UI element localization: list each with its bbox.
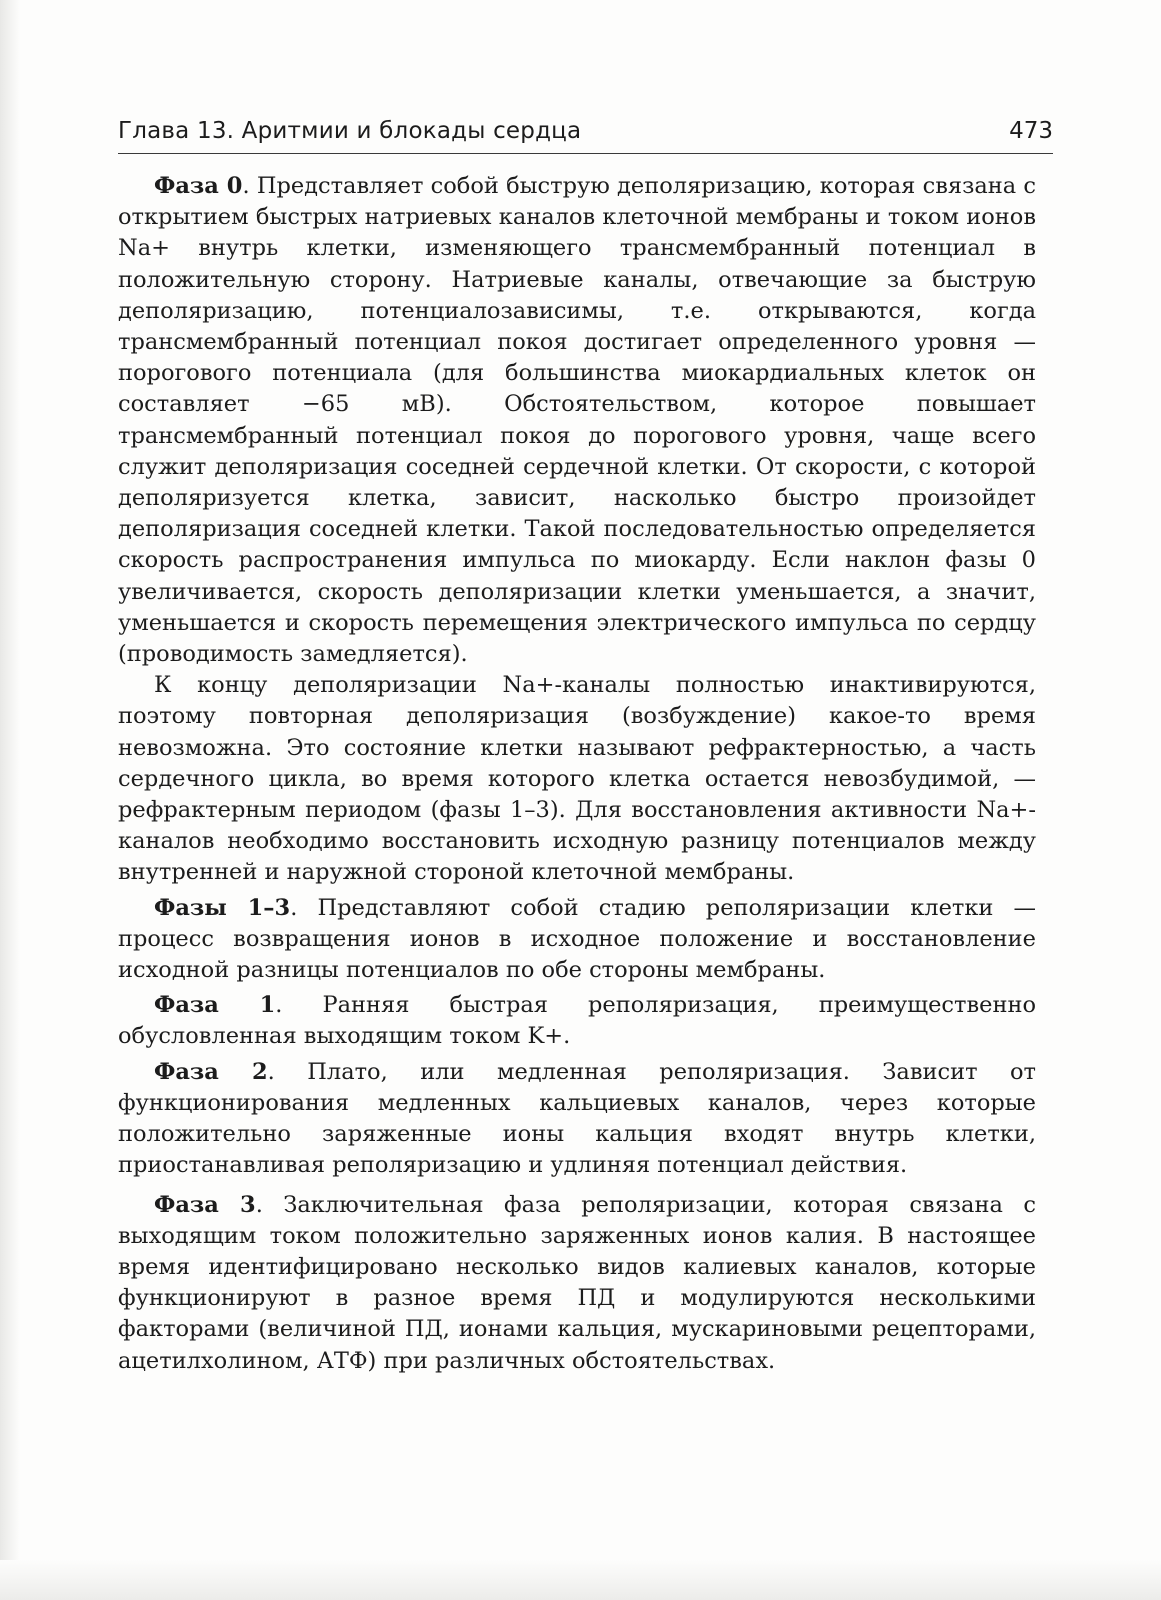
page-edge-shadow [0, 0, 20, 1600]
paragraph-text: К концу деполяризации Na+-каналы полностью инактивируются, поэтому повторная деполяризация (возбуждение) какое-то время невозможна. Это состояние клетки называют рефрактерностью, а часть сердечного цикла, во время которого клетка остается невозбудимой, — рефрактерным периодом (фазы 1–3). Для восстановления активности Na+-каналов необходимо восстановить исходную разницу потенциалов между внутренней и наружной стороной клеточной мембраны. [118, 672, 1036, 886]
paragraph-refractory [118, 670, 1036, 888]
running-head: Глава 13. Аритмии и блокады сердца [118, 118, 582, 144]
page-number: 473 [1009, 118, 1053, 144]
paragraph-phases-1-3 [118, 893, 1036, 987]
paragraph-text: . Плато, или медленная реполяризация. Зависит от функционирования медленных кальциевых каналов, через которые положительно заряженные ионы кальция входят внутрь клетки, приостанавливая реполяризацию и удлиняя потенциал действия. [118, 1058, 1036, 1179]
paragraph-text: . Представляет собой быструю деполяризацию, которая связана с открытием быстрых натриевых каналов клеточной мембраны и током ионов Na+ внутрь клетки, изменяющего трансмембранный потенциал в положительную сторону. Натриевые каналы, отвечающие за быструю деполяризацию, потенциалозависимы, т.е. открываются, когда трансмембранный потенциал покоя достигает определенного уровня — порогового потенциала (для большинства миокардиальных клеток он составляет −65 мВ). Обстоятельством, которое повышает трансмембранный потенциал покоя до порогового уровня, чаще всего служит деполяризация соседней сердечной клетки. От скорости, с которой деполяризуется клетка, зависит, насколько быстро произойдет деполяризация соседней клетки. Такой последовательностью определяется скорость распространения импульса по миокарду. Если наклон фазы 0 увеличивается, скорость деполяризации клетки уменьшается, а значит, уменьшается и скорость перемещения электрического импульса по сердцу (проводимость замедляется). [118, 173, 1036, 668]
body-text [118, 171, 1036, 1377]
paragraph-text: . Ранняя быстрая реполяризация, преимущественно обусловленная выходящим током K+. [118, 992, 1036, 1050]
paragraph-text: . Представляют собой стадию реполяризации клетки — процесс возвращения ионов в исходное положение и восстановление исходной разницы потенциалов по обе стороны мембраны. [118, 894, 1036, 984]
paragraph-phase-3 [118, 1190, 1036, 1377]
paragraph-lead: Фаза 2 [154, 1058, 268, 1085]
page-bottom-shadow [0, 1560, 1161, 1600]
paragraph-lead: Фаза 0 [154, 173, 243, 199]
paragraph-phase-0 [118, 171, 1036, 670]
paragraph-phase-2 [118, 1057, 1036, 1182]
paragraph-lead: Фаза 3 [154, 1191, 256, 1218]
paragraph-phase-1 [118, 990, 1036, 1052]
paragraph-lead: Фазы 1–3 [154, 894, 291, 921]
paragraph-text: . Заключительная фаза реполяризации, которая связана с выходящим током положительно заряженных ионов калия. В настоящее время идентифицировано несколько видов калиевых каналов, которые функционируют в разное время ПД и модулируются несколькими факторами (величиной ПД, ионами кальция, мускариновыми рецепторами, ацетилхолином, АТФ) при различных обстоятельствах. [118, 1191, 1036, 1374]
paragraph-lead: Фаза 1 [154, 992, 276, 1019]
page-header [118, 113, 1053, 154]
